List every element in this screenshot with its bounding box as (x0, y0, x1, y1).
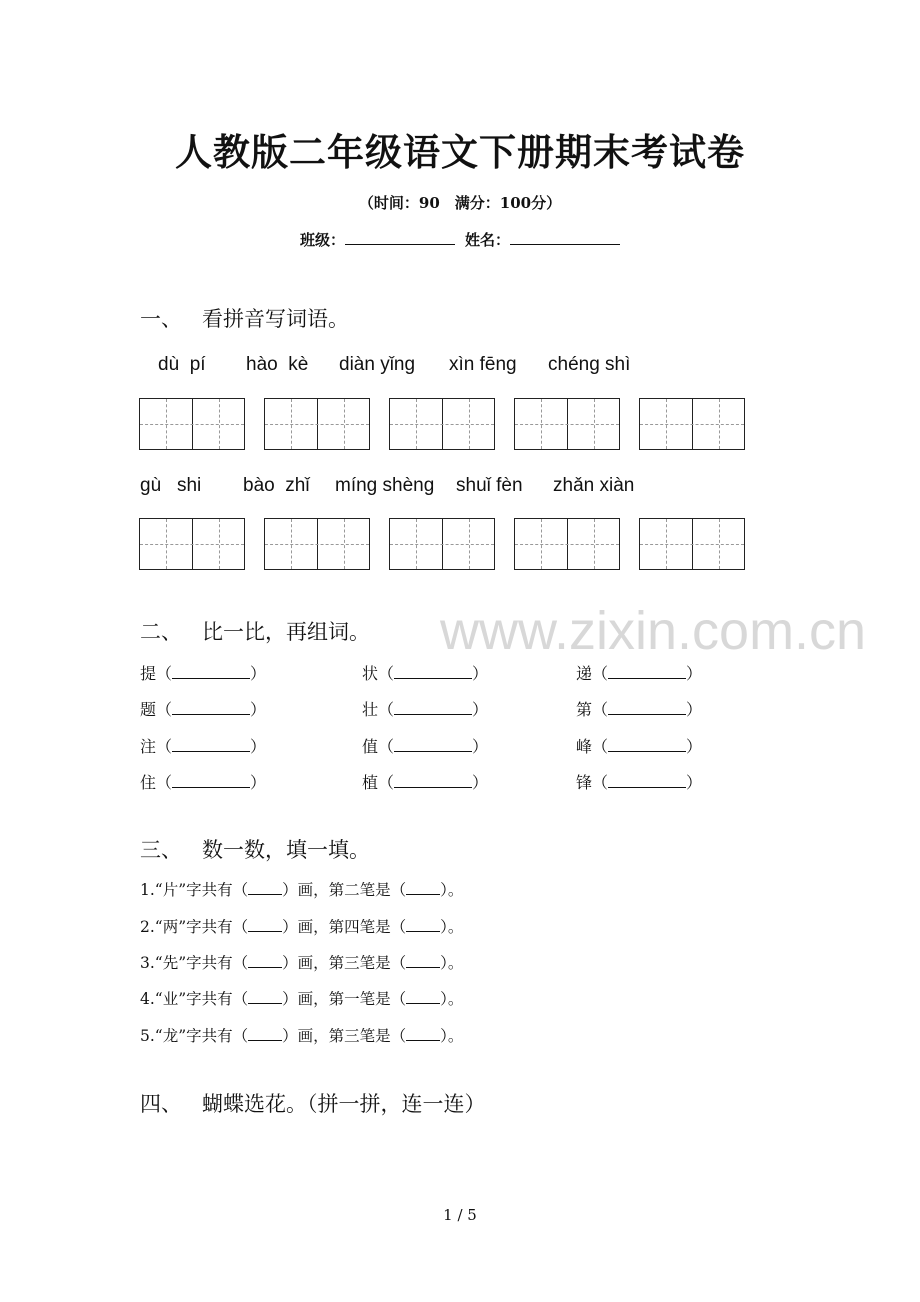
pinyin-label: zhǎn xiàn (553, 475, 635, 496)
answer-blank[interactable] (248, 991, 282, 1004)
name-blank[interactable] (510, 230, 620, 245)
answer-blank[interactable] (172, 702, 250, 715)
pinyin-label: xìn fēng (449, 354, 517, 375)
word-item: 住（ ） (140, 773, 267, 792)
word-item: 注（ ） (140, 737, 267, 756)
section-number: 三、 (140, 838, 182, 862)
answer-blank[interactable] (172, 739, 250, 752)
answer-blank[interactable] (406, 919, 440, 932)
word-item: 提（ ） (140, 664, 267, 683)
page-title: 人教版二年级语文下册期末考试卷 (175, 130, 745, 174)
word-item: 锋（ ） (576, 773, 703, 792)
word-item: 递（ ） (576, 664, 703, 683)
answer-blank[interactable] (172, 666, 250, 679)
pinyin-label: chéng shì (548, 354, 631, 375)
section-title: 看拼音写词语。 (202, 307, 349, 331)
answer-blank[interactable] (248, 919, 282, 932)
word-item: 值（ ） (362, 737, 489, 756)
answer-blank[interactable] (394, 666, 472, 679)
section-3-heading (140, 834, 370, 864)
answer-blank[interactable] (608, 702, 686, 715)
section-number: 四、 (140, 1092, 182, 1116)
answer-blank[interactable] (608, 666, 686, 679)
answer-blank[interactable] (406, 882, 440, 895)
writing-grid[interactable] (389, 398, 495, 450)
pinyin-label: dù pí (158, 354, 206, 375)
pinyin-label: hào kè (246, 354, 309, 375)
writing-grid[interactable] (639, 398, 745, 450)
word-item: 峰（ ） (576, 737, 703, 756)
question-item: 4.“业”字共有（ ）画，第一笔是（ ）。 (140, 990, 464, 1008)
word-item: 植（ ） (362, 773, 489, 792)
question-item: 2.“两”字共有（ ）画，第四笔是（ ）。 (140, 918, 464, 936)
section-4-heading (140, 1088, 486, 1118)
answer-blank[interactable] (406, 1028, 440, 1041)
answer-blank[interactable] (608, 739, 686, 752)
answer-blank[interactable] (248, 1028, 282, 1041)
watermark: www.zixin.com.cn (440, 601, 867, 661)
answer-blank[interactable] (406, 955, 440, 968)
section-title: 数一数，填一填。 (202, 838, 370, 862)
question-item: 3.“先”字共有（ ）画，第三笔是（ ）。 (140, 954, 464, 972)
pinyin-label: gù shi (140, 475, 202, 496)
pinyin-label: míng shèng (335, 475, 435, 496)
section-number: 一、 (140, 307, 182, 331)
question-item: 5.“龙”字共有（ ）画，第三笔是（ ）。 (140, 1027, 464, 1045)
name-label: 姓名： (465, 231, 511, 249)
answer-blank[interactable] (406, 991, 440, 1004)
answer-blank[interactable] (394, 702, 472, 715)
page-number: 1 / 5 (443, 1206, 477, 1224)
word-item: 第（ ） (576, 700, 703, 719)
word-item: 壮（ ） (362, 700, 489, 719)
writing-grid[interactable] (139, 398, 245, 450)
word-item: 题（ ） (140, 700, 267, 719)
writing-grid[interactable] (264, 518, 370, 570)
answer-blank[interactable] (394, 775, 472, 788)
section-title: 蝴蝶选花。（拼一拼，连一连） (202, 1092, 486, 1116)
writing-grid[interactable] (639, 518, 745, 570)
section-2-heading (140, 616, 370, 646)
answer-blank[interactable] (608, 775, 686, 788)
writing-grid[interactable] (514, 398, 620, 450)
question-item: 1.“片”字共有（ ）画，第二笔是（ ）。 (140, 881, 464, 899)
exam-info: （时间：90 满分：100分） (358, 194, 562, 212)
section-1-heading (140, 303, 349, 333)
writing-grid[interactable] (514, 518, 620, 570)
class-label: 班级： (299, 231, 345, 249)
section-number: 二、 (140, 620, 182, 644)
word-item: 状（ ） (362, 664, 489, 683)
writing-grid[interactable] (389, 518, 495, 570)
pinyin-label: bào zhǐ (243, 475, 310, 496)
student-info-line (0, 229, 920, 250)
writing-grid[interactable] (264, 398, 370, 450)
writing-grid[interactable] (139, 518, 245, 570)
pinyin-label: shuǐ fèn (456, 475, 523, 496)
answer-blank[interactable] (248, 955, 282, 968)
pinyin-label: diàn yǐng (339, 354, 416, 375)
answer-blank[interactable] (172, 775, 250, 788)
answer-blank[interactable] (248, 882, 282, 895)
answer-blank[interactable] (394, 739, 472, 752)
section-title: 比一比，再组词。 (202, 620, 370, 644)
class-blank[interactable] (345, 230, 455, 245)
